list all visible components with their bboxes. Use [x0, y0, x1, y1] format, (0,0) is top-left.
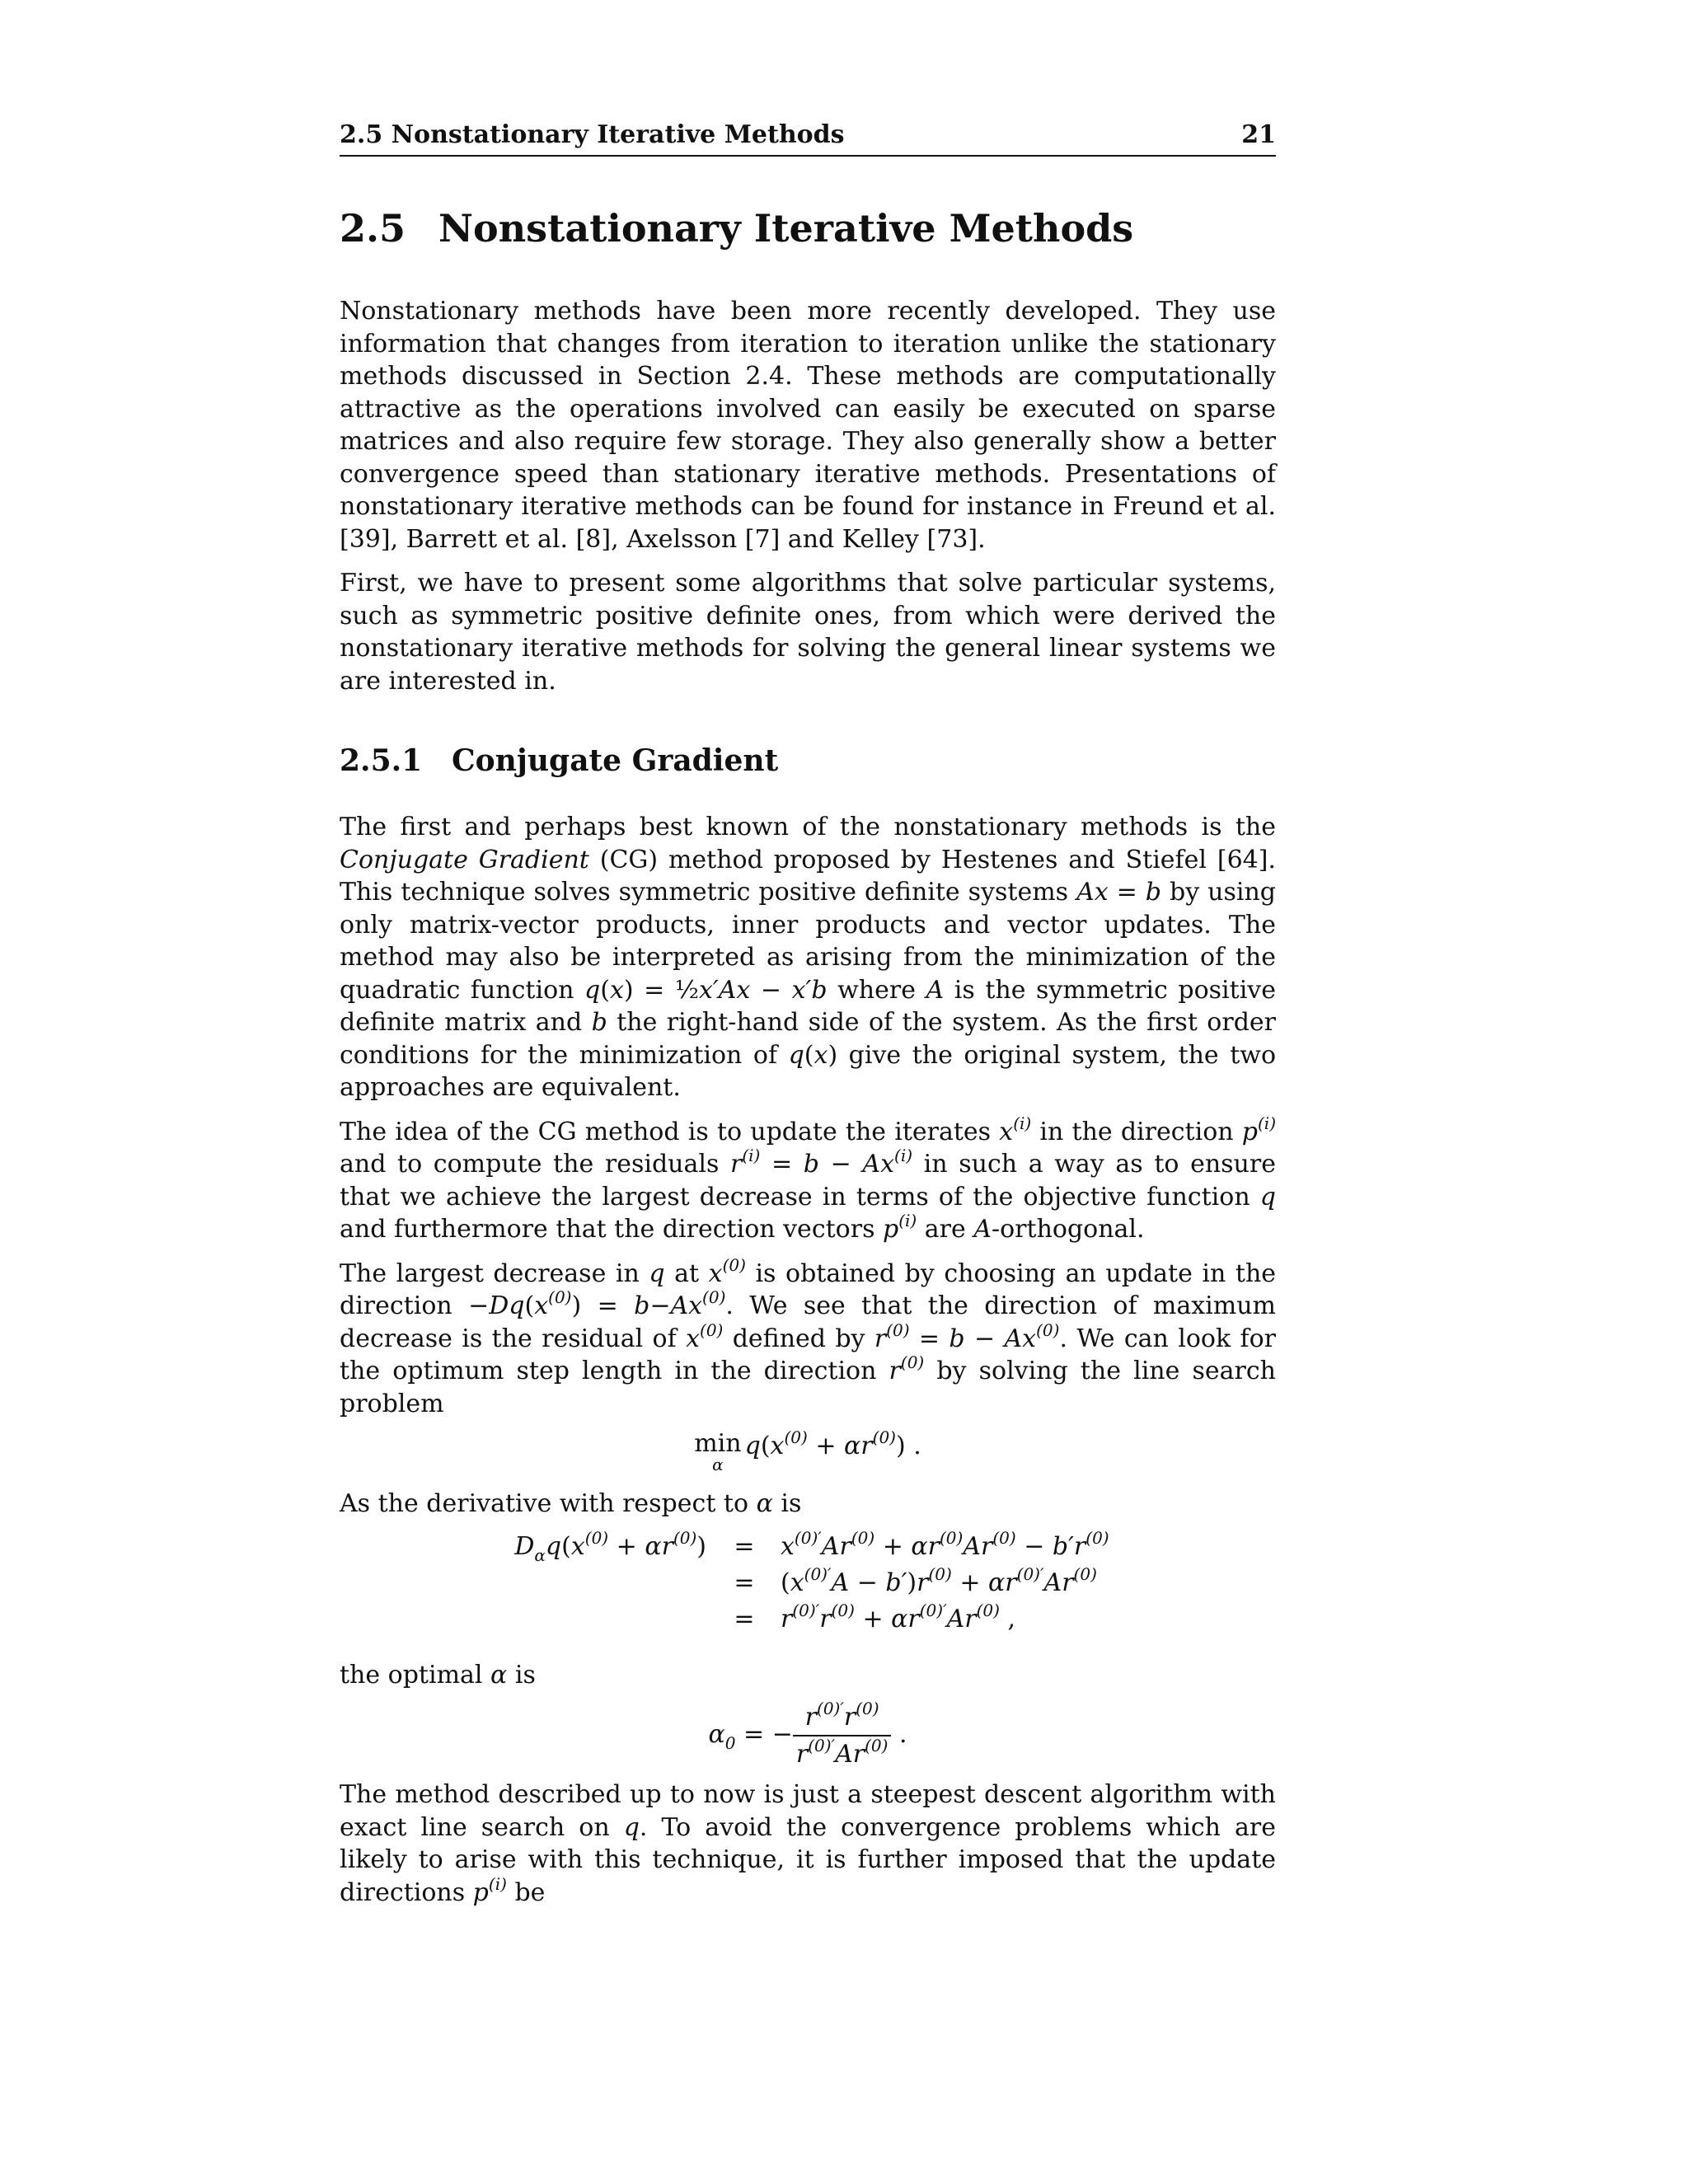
subsection-heading	[340, 743, 1276, 778]
page-content	[340, 115, 1276, 1920]
paragraph-cg-idea: The idea of the CG method is to update the iterates $x^{(i)}$ in the direction $p^{(i)}$ and to compute the residuals $r^{(i)} = b - Ax^{(i)}$ in such a way as to ensure that we achieve the largest decrease in terms of the objective function q and furthermore that the direction vectors $p^{(i)}$ are A-orthogonal.	[340, 1113, 1277, 1244]
running-header	[340, 115, 1276, 157]
paragraph-intro: Nonstationary methods have been more recently developed. They use information that changes from iteration to iteration unlike the stationary methods discussed in Section 2.4. These methods are computationally attractive as the operations involved can easily be executed on sparse matrices and also require few storage. They also generally show a better convergence speed than stationary iterative methods. Presentations of nonstationary iterative methods can be found for instance in Freund et al. [39], Barrett et al. [8], Axelsson [7] and Kelley [73].	[340, 297, 1276, 554]
paragraph-cg-decrease: The largest decrease in q at $x^{(0)}$ is obtained by choosing an update in the direction $-Dq(x^{(0)}) = b-Ax^{(0)}$. We see that the direction of maximum decrease is the residual of $x^{(0)}$ defined by $r^{(0)} = b - Ax^{(0)}$. We can look for the optimum step length in the direction $r^{(0)}$ by solving the line search problem	[340, 1254, 1277, 1418]
running-title: 2.5 Nonstationary Iterative Methods	[340, 120, 845, 149]
equation-row: = $r^{(0)'}r^{(0)} + \alpha r^{(0)'}Ar^{(0)}$ ,	[734, 1600, 1016, 1633]
paragraph-steepest-descent: The method described up to now is just a steepest descent algorithm with exact line search on q. To avoid the convergence problems which are likely to arise with this technique, it is further imposed that the update directions $p^{(i)}$ be	[340, 1780, 1276, 1907]
page-number: 21	[1241, 120, 1276, 149]
equation-row: $D_\alpha q(x^{(0)} + \alpha r^{(0)})$ = $x^{(0)'}Ar^{(0)} + \alpha r^{(0)}Ar^{(0)} - b'r^{(0)}$	[514, 1527, 1109, 1565]
paragraph-optimal-alpha: the optimal α is	[340, 1660, 536, 1690]
paragraph-algorithms: First, we have to present some algorithms that solve particular systems, such as symmetric positive definite ones, from which were derived the nonstationary iterative methods for solving the general linear systems we are interested in.	[340, 569, 1276, 696]
equation-row: = $(x^{(0)'}A - b')r^{(0)} + \alpha r^{(0)'}Ar^{(0)}$	[734, 1563, 1097, 1597]
subsection-number: 2.5.1	[340, 743, 423, 778]
section-number: 2.5	[340, 206, 406, 251]
equation-derivative	[340, 1527, 1276, 1641]
paragraph-derivative: As the derivative with respect to α is	[340, 1489, 802, 1518]
equation-line-search: min α $q(x^{(0)} + \alpha r^{(0)})$ .	[694, 1427, 921, 1474]
subsection-title: Conjugate Gradient	[452, 743, 779, 778]
equation-optimal-alpha: $\alpha_0$ = − $\frac{r^{(0)'}r^{(0)}}{r^{(0)'}Ar^{(0)}}$ .	[708, 1699, 907, 1769]
section-title: Nonstationary Iterative Methods	[438, 206, 1134, 251]
paragraph-cg-intro: The first and perhaps best known of the nonstationary methods is the Conjugate Gradient (CG) method proposed by Hestenes and Stiefel [64]. This technique solves symmetric positive definite systems Ax = b by using only matrix-vector products, inner products and vector updates. The method may also be interpreted as arising from the minimization of the quadratic function q(x) = ½x′Ax − x′b where A is the symmetric positive definite matrix and b the right-hand side of the system. As the first order conditions for the minimization of q(x) give the original system, the two approaches are equivalent.	[340, 813, 1277, 1102]
section-heading	[340, 206, 1276, 251]
